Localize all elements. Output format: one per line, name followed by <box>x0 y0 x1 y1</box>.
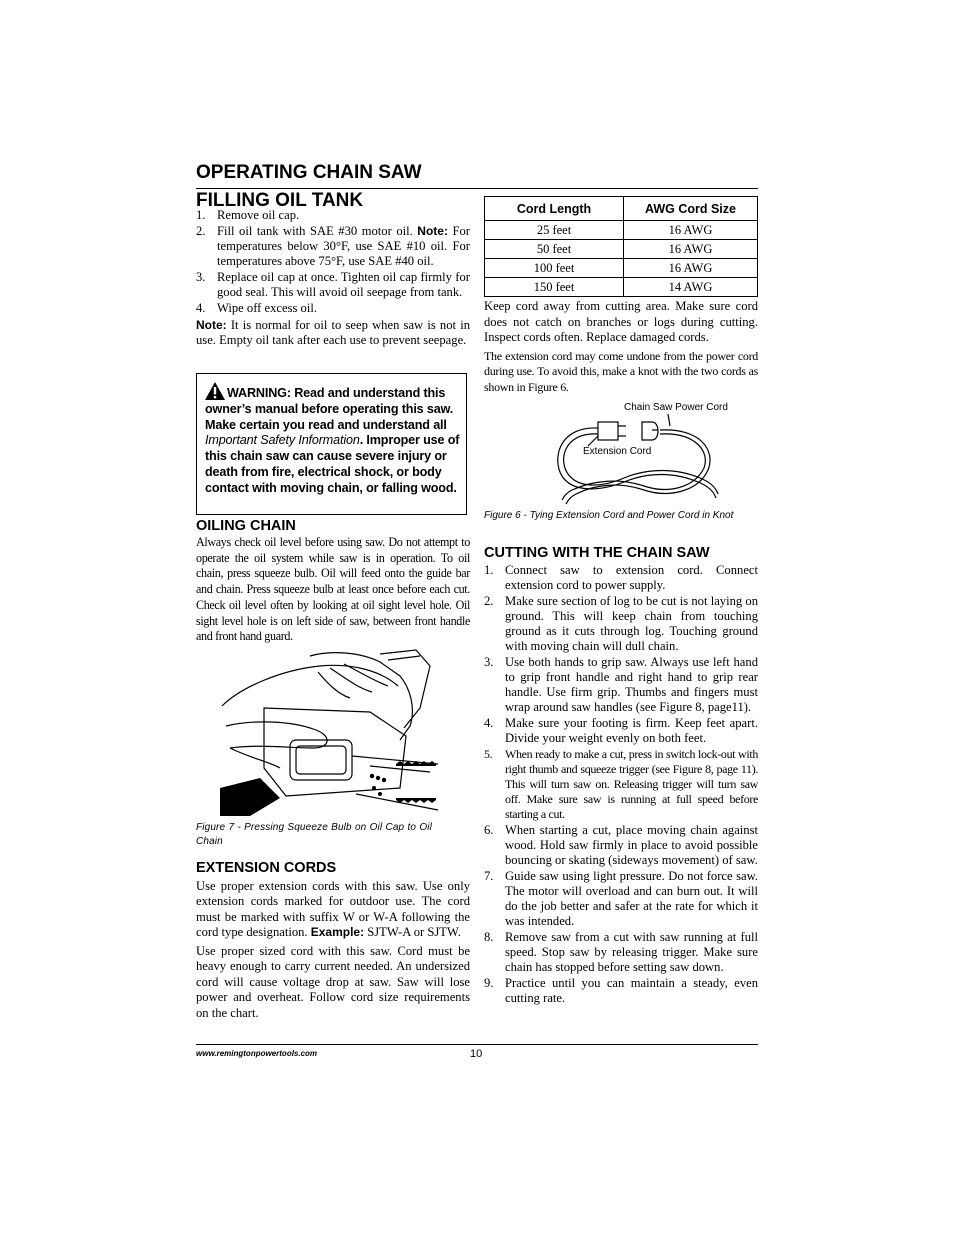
warning-italic: Important Safety Information <box>205 433 360 448</box>
label-extension-cord: Extension Cord <box>583 446 652 457</box>
cutting-title: CUTTING WITH THE CHAIN SAW <box>484 545 710 561</box>
list-item: 8. Remove saw from a cut with saw running at full speed. Stop saw by releasing trigger. Make sure chain has stopped before setting saw down. <box>484 930 758 974</box>
list-item: 4. Wipe off excess oil. <box>196 301 317 315</box>
list-item: 3. Use both hands to grip saw. Always use left hand to grip front handle and right hand to grip rear handle. Use firm grip. Thumbs and fingers must wrap around saw handles (see Figure 8, page11). <box>484 655 758 714</box>
list-item: 4. Make sure your footing is firm. Keep feet apart. Divide your weight evenly on both feet. <box>484 716 758 745</box>
cord-paragraph-1: Keep cord away from cutting area. Make sure cord does not catch on branches or logs during cutting. Inspect cords often. Replace damaged cords. <box>484 299 758 344</box>
filling-steps <box>196 208 470 316</box>
cutting-steps <box>484 563 758 1006</box>
page-number: 10 <box>470 1048 483 1060</box>
oiling-section <box>196 519 470 648</box>
cord-text <box>484 299 758 398</box>
list-item: 5. When ready to make a cut, press in switch lock-out with right thumb and squeeze trigger (see Figure 8, page 11). This will turn saw on. Releasing trigger will turn saw off. Make sure saw is running at full speed before starting a cut. <box>484 747 758 821</box>
oiling-text: Always check oil level before using saw. Do not attempt to operate the oil system while saw is in operation. To oil chain, press squeeze bulb. Oil will feed onto the guide bar and chain. Press squeeze bulb at least once before each cut. Check oil level often by looking at oil sight level hole. Oil sight level hole is on left side of saw, between front handle and front hand guard. <box>196 535 470 644</box>
table-row: 150 feet 14 AWG <box>485 278 758 297</box>
figure-7-illustration <box>220 648 442 816</box>
table-row: 100 feet 16 AWG <box>485 259 758 278</box>
table-row: 25 feet 16 AWG <box>485 221 758 240</box>
extension-paragraph-1: Use proper extension cords with this saw. Use only extension cords marked for outdoor use. The cord must be marked with suffix W or W-A following the cord type designation. Example: SJTW-A or SJTW. <box>196 878 470 939</box>
list-item: 2. Fill oil tank with SAE #30 motor oil. Note: For temperatures below 30°F, use SAE #10 oil. For temperatures above 75°F, use SAE #40 oil. <box>196 224 470 268</box>
list-item: 1. Remove oil cap. <box>196 208 300 222</box>
header-rule <box>196 188 758 189</box>
list-item: 1. Connect saw to extension cord. Connect extension cord to power supply. <box>484 563 758 592</box>
table-row: 50 feet 16 AWG <box>485 240 758 259</box>
figure-6-caption: Figure 6 - Tying Extension Cord and Power Cord in Knot <box>484 510 734 521</box>
extension-title: EXTENSION CORDS <box>196 860 337 876</box>
extension-section <box>196 861 470 1024</box>
warning-text: WARNING: Read and understand this owner’s manual before operating this saw. Make certain you read and understand all <box>205 386 454 432</box>
extension-paragraph-2: Use proper sized cord with this saw. Cord must be heavy enough to carry current needed. An undersized cord will cause voltage drop at saw. Saw will lose power and overheat. Follow cord size requirements on the chart. <box>196 943 470 1020</box>
warning-icon <box>205 382 225 400</box>
warning-box: WARNING: Read and understand this owner’s manual before operating this saw. Make certain you read and understand all Important Safety Information. Improper use of this chain saw can cause severe injury or death from fire, electrical shock, or body contact with moving chain, or falling wood. <box>196 373 467 515</box>
cord-paragraph-2: The extension cord may come undone from the power cord during use. To avoid this, make a knot with the two cords as shown in Figure 6. <box>484 348 758 394</box>
footer-url: www.remingtonpowertools.com <box>196 1049 318 1058</box>
filling-title: FILLING OIL TANK <box>196 190 364 211</box>
list-item: 2. Make sure section of log to be cut is not laying on ground. This will keep chain from touching ground as it cuts through log. Touching ground with moving chain will dull chain. <box>484 594 758 653</box>
table-header: AWG Cord Size <box>624 197 758 221</box>
footer-rule <box>196 1044 758 1045</box>
oil-note: Note: It is normal for oil to seep when saw is not in use. Empty oil tank after each use to prevent seepage. <box>196 318 470 347</box>
section-title: OPERATING CHAIN SAW <box>196 162 422 183</box>
left-column <box>196 190 470 351</box>
figure-7-caption: Figure 7 - Pressing Squeeze Bulb on Oil Cap to Oil Chain <box>196 822 432 847</box>
list-item: 3. Replace oil cap at once. Tighten oil cap firmly for good seal. This will avoid oil seepage from tank. <box>196 270 470 299</box>
list-item: 7. Guide saw using light pressure. Do not force saw. The motor will overload and can burn out. It will do the job better and safer at the rate for which it was intended. <box>484 869 758 928</box>
cord-table <box>484 196 758 297</box>
table-header: Cord Length <box>485 197 624 221</box>
list-item: 6. When starting a cut, place moving chain against wood. Hold saw firmly in place to avoid possible bouncing or skating (sideways movement) of saw. <box>484 823 758 867</box>
table-header-row <box>485 197 758 221</box>
oiling-title: OILING CHAIN <box>196 518 296 534</box>
label-power-cord: Chain Saw Power Cord <box>624 402 728 413</box>
figure-6-illustration <box>548 410 720 506</box>
list-item: 9. Practice until you can maintain a steady, even cutting rate. <box>484 976 758 1005</box>
cutting-section <box>484 546 758 1008</box>
